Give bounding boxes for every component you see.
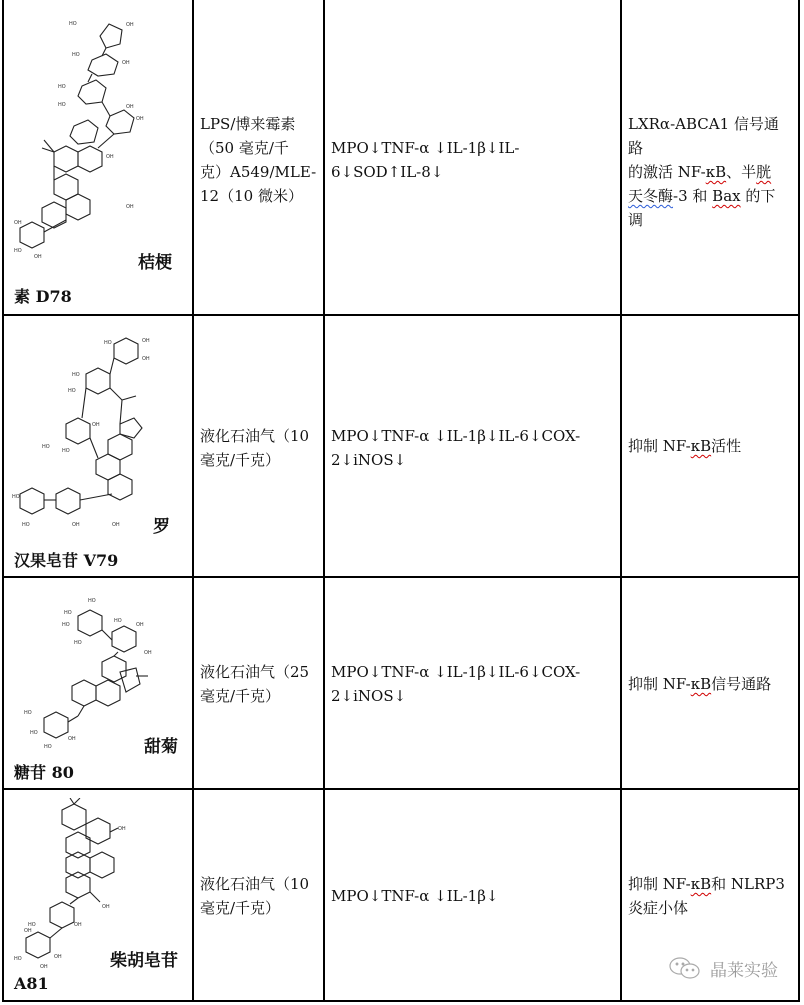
- markers-line: 2↓iNOS↓: [331, 687, 407, 705]
- mechanism-line: 调: [628, 211, 644, 229]
- spellcheck-word: κB: [690, 675, 712, 693]
- svg-text:OH: OH: [142, 356, 150, 362]
- svg-text:OH: OH: [136, 622, 144, 628]
- spellcheck-word: 胱: [756, 163, 772, 181]
- svg-text:HO: HO: [58, 102, 66, 108]
- mechanism-line: LXRα-ABCA1 信号通路: [628, 115, 779, 157]
- svg-text:OH: OH: [126, 204, 134, 210]
- svg-text:OH: OH: [54, 954, 62, 960]
- mechanism-cell: [621, 315, 799, 577]
- markers-cell: [324, 789, 621, 1001]
- markers-text: [325, 884, 620, 908]
- svg-text:OH: OH: [40, 964, 48, 968]
- model-line: 液化石油气（25: [200, 663, 310, 681]
- svg-text:OH: OH: [34, 254, 42, 260]
- model-cell: [193, 0, 324, 315]
- text-span: 抑制 NF-: [628, 437, 691, 455]
- svg-text:HO: HO: [72, 52, 80, 58]
- compound-cell: [3, 789, 193, 1001]
- svg-text:OH: OH: [122, 60, 130, 66]
- compound-name-part2: 素 D78: [14, 287, 72, 306]
- text-span: 抑制 NF-: [628, 875, 691, 893]
- model-line: 液化石油气（10: [200, 427, 310, 445]
- chemical-structure-icon: [14, 12, 154, 262]
- text-span: 的下: [740, 187, 776, 205]
- svg-text:OH: OH: [118, 826, 126, 832]
- svg-text:OH: OH: [106, 154, 114, 160]
- compound-table: [2, 0, 800, 1002]
- markers-line: MPO↓TNF-α ↓IL-1β↓IL-6↓COX-: [331, 427, 581, 445]
- compound-name-part2: A81: [14, 974, 49, 993]
- model-line: 毫克/千克）: [200, 687, 281, 705]
- svg-text:OH: OH: [68, 736, 76, 742]
- markers-line: MPO↓TNF-α ↓IL-1β↓IL-6↓COX-: [331, 663, 581, 681]
- mechanism-line: [628, 872, 792, 896]
- chemical-structure-icon: [12, 330, 172, 540]
- svg-text:HO: HO: [62, 622, 70, 628]
- markers-cell: [324, 315, 621, 577]
- mechanism-cell: [621, 577, 799, 789]
- svg-text:HO: HO: [88, 598, 96, 604]
- svg-text:HO: HO: [62, 448, 70, 454]
- compound-cell: [3, 315, 193, 577]
- svg-text:HO: HO: [104, 340, 112, 346]
- svg-text:OH: OH: [142, 338, 150, 344]
- markers-line: 2↓iNOS↓: [331, 451, 407, 469]
- compound-name-part1: 柴胡皂苷: [110, 951, 178, 971]
- grammar-word: 天冬酶: [628, 187, 674, 205]
- model-line: （50 毫克/千: [200, 139, 289, 157]
- svg-text:HO: HO: [72, 372, 80, 378]
- compound-name-part1: 甜菊: [144, 737, 178, 757]
- model-cell: [193, 315, 324, 577]
- text-span: 和 NLRP3: [711, 875, 785, 893]
- chemical-structure-icon: [14, 592, 164, 752]
- text-span: 的激活 NF-: [628, 163, 706, 181]
- text-span: 、半: [726, 163, 757, 181]
- compound-name-part1: 桔梗: [138, 253, 172, 273]
- model-text: [194, 872, 323, 920]
- svg-text:HO: HO: [30, 730, 38, 736]
- svg-text:HO: HO: [14, 956, 22, 962]
- model-line: 毫克/千克）: [200, 451, 281, 469]
- svg-text:HO: HO: [28, 922, 36, 928]
- markers-text: [325, 424, 620, 472]
- svg-text:OH: OH: [112, 522, 120, 528]
- mechanism-text: [622, 112, 798, 232]
- compound-name-part1: 罗: [153, 517, 170, 537]
- watermark-text: 晶莱实验: [710, 960, 778, 981]
- svg-text:OH: OH: [144, 650, 152, 656]
- mechanism-text: [622, 672, 798, 696]
- svg-text:OH: OH: [14, 220, 22, 226]
- table-row: [3, 577, 799, 789]
- markers-line: MPO↓TNF-α ↓IL-1β↓IL-: [331, 139, 520, 157]
- markers-text: [325, 660, 620, 708]
- svg-text:OH: OH: [102, 904, 110, 910]
- svg-text:OH: OH: [72, 522, 80, 528]
- model-text: [194, 660, 323, 708]
- svg-text:HO: HO: [58, 84, 66, 90]
- text-span: 抑制 NF-: [628, 675, 691, 693]
- table-row: [3, 315, 799, 577]
- text-span: 信号通路: [711, 675, 772, 693]
- mechanism-cell: [621, 0, 799, 315]
- compound-cell: [3, 0, 193, 315]
- svg-text:OH: OH: [24, 928, 32, 934]
- svg-text:HO: HO: [22, 522, 30, 528]
- svg-text:OH: OH: [126, 104, 134, 110]
- model-text: [194, 424, 323, 472]
- mechanism-line: [628, 160, 792, 184]
- watermark: [668, 955, 778, 981]
- svg-text:HO: HO: [114, 618, 122, 624]
- model-text: [194, 112, 323, 208]
- model-cell: [193, 577, 324, 789]
- model-line: 液化石油气（10: [200, 875, 310, 893]
- svg-text:OH: OH: [74, 922, 82, 928]
- spellcheck-word: κB: [690, 875, 712, 893]
- svg-text:HO: HO: [24, 710, 32, 716]
- model-cell: [193, 789, 324, 1001]
- spellcheck-word: κB: [705, 163, 727, 181]
- markers-cell: [324, 0, 621, 315]
- markers-line: MPO↓TNF-α ↓IL-1β↓: [331, 887, 499, 905]
- svg-text:HO: HO: [44, 744, 52, 750]
- mechanism-text: [622, 434, 798, 458]
- mechanism-line: 炎症小体: [628, 899, 689, 917]
- svg-text:HO: HO: [12, 494, 20, 500]
- svg-text:HO: HO: [64, 610, 72, 616]
- svg-text:HO: HO: [42, 444, 50, 450]
- markers-line: 6↓SOD↑IL-8↓: [331, 163, 444, 181]
- text-span: 活性: [711, 437, 742, 455]
- table-row: [3, 0, 799, 315]
- svg-text:OH: OH: [126, 22, 134, 28]
- compound-name-part2: 糖苷 80: [14, 763, 74, 782]
- mechanism-line: [628, 184, 792, 208]
- wechat-icon: [668, 955, 702, 981]
- spellcheck-word: κB: [690, 437, 712, 455]
- spellcheck-word: Bax: [712, 187, 741, 205]
- compound-cell: [3, 577, 193, 789]
- model-line: LPS/博来霉素: [200, 115, 296, 133]
- svg-text:OH: OH: [136, 116, 144, 122]
- model-line: 12（10 微米）: [200, 187, 303, 205]
- markers-cell: [324, 577, 621, 789]
- mechanism-text: [622, 872, 798, 920]
- compound-name-part2: 汉果皂苷 V79: [14, 551, 119, 570]
- svg-text:HO: HO: [74, 640, 82, 646]
- svg-text:HO: HO: [68, 388, 76, 394]
- svg-text:OH: OH: [92, 422, 100, 428]
- model-line: 毫克/千克）: [200, 899, 281, 917]
- svg-text:HO: HO: [69, 21, 77, 27]
- svg-text:HO: HO: [14, 248, 22, 254]
- text-span: -3 和: [673, 187, 713, 205]
- markers-text: [325, 136, 620, 184]
- model-line: 克）A549/MLE-: [200, 163, 317, 181]
- chemical-structure-icon: [14, 798, 134, 968]
